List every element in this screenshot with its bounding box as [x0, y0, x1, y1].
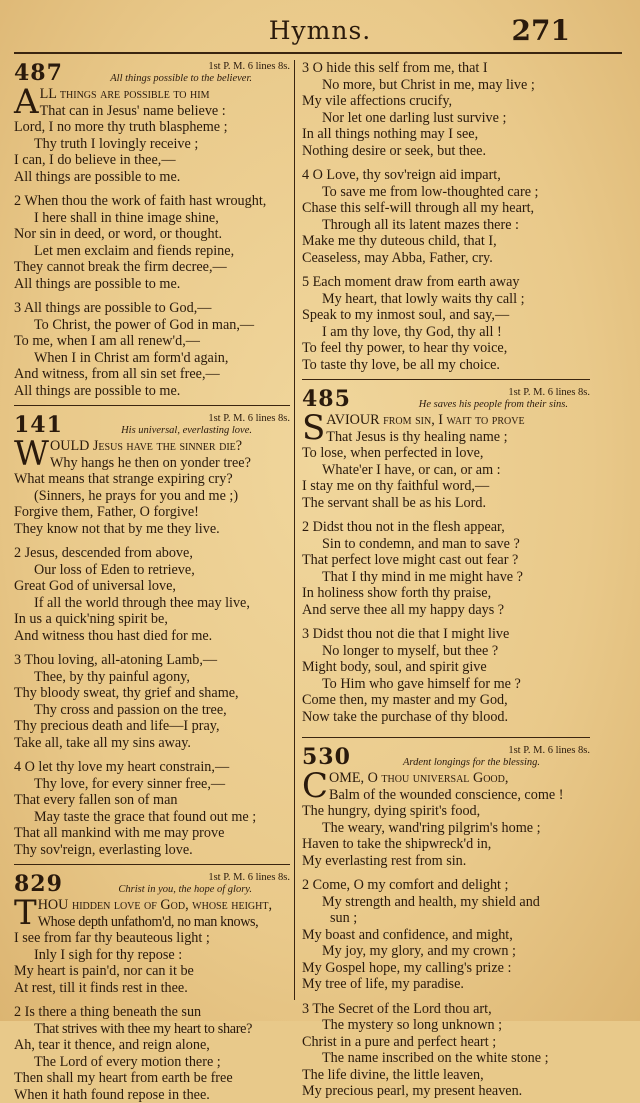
verse-line: 3 The Secret of the Lord thou art, [302, 1001, 590, 1018]
verse-line: Take all, take all my sins away. [14, 735, 290, 752]
verse-line: They know not that by me they live. [14, 521, 290, 538]
hymn-header [14, 412, 290, 438]
verse-line: That all mankind with me may prove [14, 825, 290, 842]
drop-cap: W [14, 439, 49, 469]
hymn-meter: 1st P. M. 6 lines 8s. [208, 413, 290, 424]
hymn-487 [14, 60, 290, 399]
verse-line: sun ; [302, 910, 590, 927]
verse-line: OULD Jesus have the sinner die? [14, 438, 290, 455]
verse-3 [14, 652, 290, 751]
page-title: Hymns. [0, 16, 640, 45]
verse-1 [302, 770, 590, 869]
verse-line: To taste thy love, be all my choice. [302, 357, 590, 374]
verse-line: Thee, by thy painful agony, [14, 669, 290, 686]
verse-line: Christ in a pure and perfect heart ; [302, 1034, 590, 1051]
hymn-number: 141 [14, 412, 63, 438]
verse-line: Whate'er I have, or can, or am : [302, 462, 590, 479]
verse-line: OME, O thou universal Good, [302, 770, 590, 787]
verse-line: I can, I do believe in thee,— [14, 152, 290, 169]
verse-2 [14, 545, 290, 644]
verse-line: My vile affections crucify, [302, 93, 590, 110]
hymn-separator [14, 864, 290, 865]
verse-line: Might body, soul, and spirit give [302, 659, 590, 676]
verse-line: I here shall in thine image shine, [14, 210, 290, 227]
verse-line: Ceaseless, may Abba, Father, cry. [302, 250, 590, 267]
verse-line: At rest, till it finds rest in thee. [14, 980, 290, 997]
verse-line: Why hangs he then on yonder tree? [14, 455, 290, 472]
hymn-subtitle: Ardent longings for the blessing. [403, 757, 540, 768]
verse-line: I see from far thy beauteous light ; [14, 930, 290, 947]
verse-line: Thy precious death and life—I pray, [14, 718, 290, 735]
hymn-separator [302, 737, 590, 738]
verse-line: 3 O hide this self from me, that I [302, 60, 590, 77]
verse-1 [14, 86, 290, 185]
drop-cap: T [14, 898, 37, 928]
hymn-829 [14, 871, 290, 1103]
verse-line: They cannot break the firm decree,— [14, 259, 290, 276]
verse-3 [302, 60, 590, 159]
verse-line: 5 Each moment draw from earth away [302, 274, 590, 291]
page-number: 271 [512, 14, 570, 47]
verse-1 [302, 412, 590, 511]
verse-line: Balm of the wounded conscience, come ! [302, 787, 590, 804]
verse-line: Let men exclaim and fiends repine, [14, 243, 290, 260]
hymn-header [14, 871, 290, 897]
verse-line: My precious pearl, my present heaven. [302, 1083, 590, 1100]
verse-line: All things are possible to me. [14, 383, 290, 400]
verse-line: The Lord of every motion there ; [14, 1054, 290, 1071]
verse-line: I am thy love, thy God, thy all ! [302, 324, 590, 341]
verse-line: When it hath found repose in thee. [14, 1087, 290, 1103]
verse-line: Thy sov'reign, everlasting love. [14, 842, 290, 859]
verse-line: (Sinners, he prays for you and me ;) [14, 488, 290, 505]
hymn-separator [302, 379, 590, 380]
verse-line: 3 Didst thou not die that I might live [302, 626, 590, 643]
verse-line: Then shall my heart from earth be free [14, 1070, 290, 1087]
hymn-subtitle: All things possible to the believer. [110, 73, 252, 84]
hymn-header [14, 60, 290, 86]
hymn-number: 829 [14, 871, 63, 897]
verse-4 [14, 759, 290, 858]
verse-2 [14, 1004, 290, 1103]
hymn-header [302, 744, 590, 770]
verse-line: 3 Thou loving, all-atoning Lamb,— [14, 652, 290, 669]
verse-line: I stay me on thy faithful word,— [302, 478, 590, 495]
drop-cap: A [14, 87, 39, 117]
verse-line: Haven to take the shipwreck'd in, [302, 836, 590, 853]
verse-line: To me, when I am all renew'd,— [14, 333, 290, 350]
hymn-meter: 1st P. M. 6 lines 8s. [508, 387, 590, 398]
page-header [0, 14, 640, 50]
hymn-141 [14, 412, 290, 858]
verse-line: Forgive them, Father, O forgive! [14, 504, 290, 521]
verse-line: Whose depth unfathom'd, no man knows, [14, 914, 290, 931]
verse-line: To Christ, the power of God in man,— [14, 317, 290, 334]
column-divider [294, 60, 295, 1000]
hymn-meter: 1st P. M. 6 lines 8s. [508, 745, 590, 756]
verse-line: Now take the purchase of thy blood. [302, 709, 590, 726]
verse-line: My heart is pain'd, nor can it be [14, 963, 290, 980]
verse-line: The hungry, dying spirit's food, [302, 803, 590, 820]
verse-line: That can in Jesus' name believe : [14, 103, 290, 120]
verse-line: 2 Didst thou not in the flesh appear, [302, 519, 590, 536]
verse-line: Speak to my inmost soul, and say,— [302, 307, 590, 324]
verse-line: 2 Jesus, descended from above, [14, 545, 290, 562]
left-column [14, 60, 290, 1103]
verse-line: That strives with thee my heart to share? [14, 1021, 290, 1038]
hymn-subtitle: He saves his people from their sins. [419, 399, 568, 410]
verse-line: Lord, I no more thy truth blaspheme ; [14, 119, 290, 136]
verse-line: Through all its latent mazes there : [302, 217, 590, 234]
verse-line: AVIOUR from sin, I wait to prove [302, 412, 590, 429]
verse-line: In all things nothing may I see, [302, 126, 590, 143]
verse-line: And serve thee all my happy days ? [302, 602, 590, 619]
verse-line: My everlasting rest from sin. [302, 853, 590, 870]
verse-line: When I in Christ am form'd again, [14, 350, 290, 367]
hymn-530 [302, 744, 590, 1100]
verse-line: Nor sin in deed, or word, or thought. [14, 226, 290, 243]
hymn-meter: 1st P. M. 6 lines 8s. [208, 61, 290, 72]
drop-cap: S [302, 413, 325, 443]
verse-line: Sin to condemn, and man to save ? [302, 536, 590, 553]
verse-line: What means that strange expiring cry? [14, 471, 290, 488]
verse-line: That I thy mind in me might have ? [302, 569, 590, 586]
verse-line: Great God of universal love, [14, 578, 290, 595]
verse-line: The name inscribed on the white stone ; [302, 1050, 590, 1067]
verse-line: Inly I sigh for thy repose : [14, 947, 290, 964]
verse-line: Thy bloody sweat, thy grief and shame, [14, 685, 290, 702]
hymn-subtitle: His universal, everlasting love. [121, 425, 252, 436]
verse-line: In holiness show forth thy praise, [302, 585, 590, 602]
verse-line: LL things are possible to him [14, 86, 290, 103]
verse-line: 4 O let thy love my heart constrain,— [14, 759, 290, 776]
verse-2 [302, 519, 590, 618]
verse-line: My strength and health, my shield and [302, 894, 590, 911]
verse-line: 4 O Love, thy sov'reign aid impart, [302, 167, 590, 184]
verse-line: No longer to myself, but thee ? [302, 643, 590, 660]
drop-cap: C [302, 771, 328, 801]
verse-4 [302, 167, 590, 266]
verse-line: Nor let one darling lust survive ; [302, 110, 590, 127]
right-column [302, 60, 590, 1100]
verse-line: The servant shall be as his Lord. [302, 495, 590, 512]
hymn-485 [302, 386, 590, 725]
hymn-number: 485 [302, 386, 351, 412]
verse-line: And witness thou hast died for me. [14, 628, 290, 645]
verse-line: And witness, from all sin set free,— [14, 366, 290, 383]
verse-5 [302, 274, 590, 373]
verse-2 [14, 193, 290, 292]
verse-line: My heart, that lowly waits thy call ; [302, 291, 590, 308]
verse-1 [14, 897, 290, 996]
verse-line: My tree of life, my paradise. [302, 976, 590, 993]
verse-line: My Gospel hope, my calling's prize : [302, 960, 590, 977]
verse-line: Make me thy duteous child, that I, [302, 233, 590, 250]
verse-line: The mystery so long unknown ; [302, 1017, 590, 1034]
verse-line: 3 All things are possible to God,— [14, 300, 290, 317]
verse-line: To Him who gave himself for me ? [302, 676, 590, 693]
verse-line: All things are possible to me. [14, 276, 290, 293]
hymn-829-continued [302, 60, 590, 373]
verse-3 [14, 300, 290, 399]
verse-line: The weary, wand'ring pilgrim's home ; [302, 820, 590, 837]
verse-line: Thy cross and passion on the tree, [14, 702, 290, 719]
verse-line: Come then, my master and my God, [302, 692, 590, 709]
hymn-separator [14, 405, 290, 406]
verse-line: Ah, tear it thence, and reign alone, [14, 1037, 290, 1054]
verse-line: To feel thy power, to hear thy voice, [302, 340, 590, 357]
verse-line: Our loss of Eden to retrieve, [14, 562, 290, 579]
verse-line: To save me from low-thoughted care ; [302, 184, 590, 201]
verse-line: To lose, when perfected in love, [302, 445, 590, 462]
verse-3 [302, 1001, 590, 1100]
verse-1 [14, 438, 290, 537]
verse-line: 2 When thou the work of faith hast wrought, [14, 193, 290, 210]
hymn-number: 487 [14, 60, 63, 86]
hymn-header [302, 386, 590, 412]
hymn-subtitle: Christ in you, the hope of glory. [118, 884, 252, 895]
verse-line: That every fallen son of man [14, 792, 290, 809]
verse-line: The life divine, the little leaven, [302, 1067, 590, 1084]
verse-line: All things are possible to me. [14, 169, 290, 186]
verse-line: My joy, my glory, and my crown ; [302, 943, 590, 960]
verse-line: May taste the grace that found out me ; [14, 809, 290, 826]
verse-line: No more, but Christ in me, may live ; [302, 77, 590, 94]
hymn-number: 530 [302, 744, 351, 770]
verse-line: 2 Is there a thing beneath the sun [14, 1004, 290, 1021]
verse-line: If all the world through thee may live, [14, 595, 290, 612]
verse-line: Thy truth I lovingly receive ; [14, 136, 290, 153]
verse-line: Chase this self-will through all my heart, [302, 200, 590, 217]
verse-line: That perfect love might cast out fear ? [302, 552, 590, 569]
hymn-meter: 1st P. M. 6 lines 8s. [208, 872, 290, 883]
verse-line: 2 Come, O my comfort and delight ; [302, 877, 590, 894]
verse-2 [302, 877, 590, 993]
verse-line: That Jesus is thy healing name ; [302, 429, 590, 446]
verse-line: HOU hidden love of God, whose height, [14, 897, 290, 914]
verse-line: Thy love, for every sinner free,— [14, 776, 290, 793]
verse-line: My boast and confidence, and might, [302, 927, 590, 944]
header-rule [14, 52, 622, 54]
verse-3 [302, 626, 590, 725]
verse-line: In us a quick'ning spirit be, [14, 611, 290, 628]
verse-line: Nothing desire or seek, but thee. [302, 143, 590, 160]
